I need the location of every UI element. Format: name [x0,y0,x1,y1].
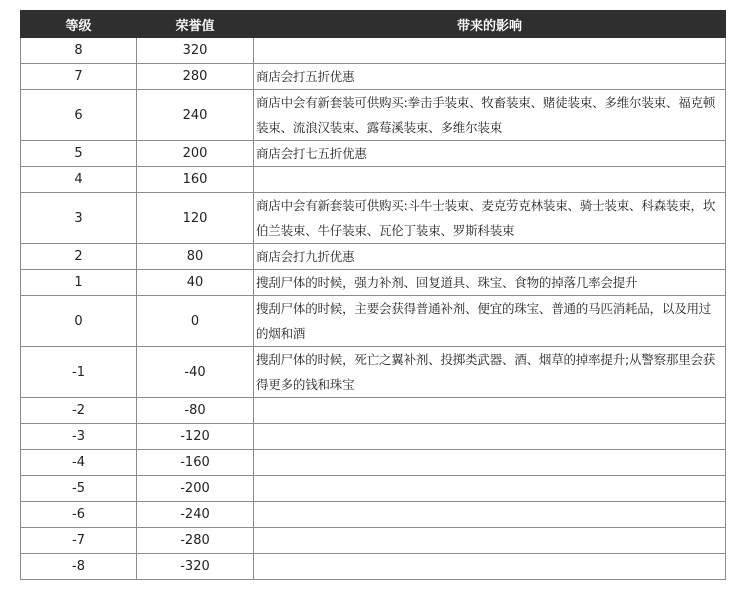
table-row [21,450,726,476]
table-row [21,476,726,502]
level-cell: 8 [21,38,137,64]
table-row [21,502,726,528]
level-cell: 4 [21,167,137,193]
header-row [21,11,726,38]
level-cell: 7 [21,64,137,90]
header-honor: 荣誉值 [137,11,254,38]
table-row [21,167,726,193]
table-row [21,193,726,244]
table-row [21,244,726,270]
honor-cell: -280 [137,528,254,554]
table-row [21,296,726,347]
level-cell: 0 [21,296,137,347]
honor-cell: 200 [137,141,254,167]
header-effect: 带来的影响 [254,11,726,38]
effect-cell [254,38,726,64]
level-cell: -4 [21,450,137,476]
honor-cell: 80 [137,244,254,270]
level-cell: -2 [21,398,137,424]
level-cell: -6 [21,502,137,528]
effect-cell [254,398,726,424]
effect-cell [254,476,726,502]
level-cell: -5 [21,476,137,502]
table-row [21,528,726,554]
level-cell: 3 [21,193,137,244]
honor-cell: -120 [137,424,254,450]
effect-cell: 商店会打五折优惠 [254,64,726,90]
effect-cell: 商店会打九折优惠 [254,244,726,270]
table-row [21,347,726,398]
honor-cell: -240 [137,502,254,528]
table-row [21,270,726,296]
table-header [21,11,726,38]
effect-cell [254,450,726,476]
effect-cell [254,424,726,450]
level-cell: -3 [21,424,137,450]
table-row [21,64,726,90]
honor-cell: -160 [137,450,254,476]
effect-cell: 商店中会有新套装可供购买:斗牛士装束、麦克劳克林装束、骑士装束、科森装束，坎伯兰装束、牛仔装束、瓦伦丁装束、罗斯科装束 [254,193,726,244]
table-row [21,554,726,580]
level-cell: -7 [21,528,137,554]
honor-cell: 280 [137,64,254,90]
table-row [21,398,726,424]
table-body [21,38,726,580]
level-cell: 6 [21,90,137,141]
effect-cell: 商店中会有新套装可供购买:拳击手装束、牧畜装束、赌徒装束、多维尔装束、福克顿装束、流浪汉装束、露莓溪装束、多维尔装束 [254,90,726,141]
level-cell: 2 [21,244,137,270]
honor-cell: -320 [137,554,254,580]
effect-cell [254,167,726,193]
honor-cell: 40 [137,270,254,296]
level-cell: 1 [21,270,137,296]
level-cell: 5 [21,141,137,167]
honor-cell: -200 [137,476,254,502]
table-row [21,90,726,141]
honor-cell: -80 [137,398,254,424]
table-row [21,424,726,450]
honor-cell: 0 [137,296,254,347]
header-level: 等级 [21,11,137,38]
honor-cell: 160 [137,167,254,193]
effect-cell: 搜刮尸体的时候，主要会获得普通补剂、便宜的珠宝、普通的马匹消耗品，以及用过的烟和酒 [254,296,726,347]
honor-cell: 320 [137,38,254,64]
honor-cell: 120 [137,193,254,244]
effect-cell [254,554,726,580]
effect-cell: 搜刮尸体的时候，强力补剂、回复道具、珠宝、食物的掉落几率会提升 [254,270,726,296]
honor-cell: 240 [137,90,254,141]
honor-effects-table-container [20,10,725,580]
honor-cell: -40 [137,347,254,398]
effect-cell [254,502,726,528]
effect-cell: 搜刮尸体的时候，死亡之翼补剂、投掷类武器、酒、烟草的掉率提升;从警察那里会获得更多的钱和珠宝 [254,347,726,398]
effect-cell [254,528,726,554]
effect-cell: 商店会打七五折优惠 [254,141,726,167]
table-row [21,141,726,167]
level-cell: -1 [21,347,137,398]
level-cell: -8 [21,554,137,580]
honor-effects-table [20,10,726,580]
table-row [21,38,726,64]
